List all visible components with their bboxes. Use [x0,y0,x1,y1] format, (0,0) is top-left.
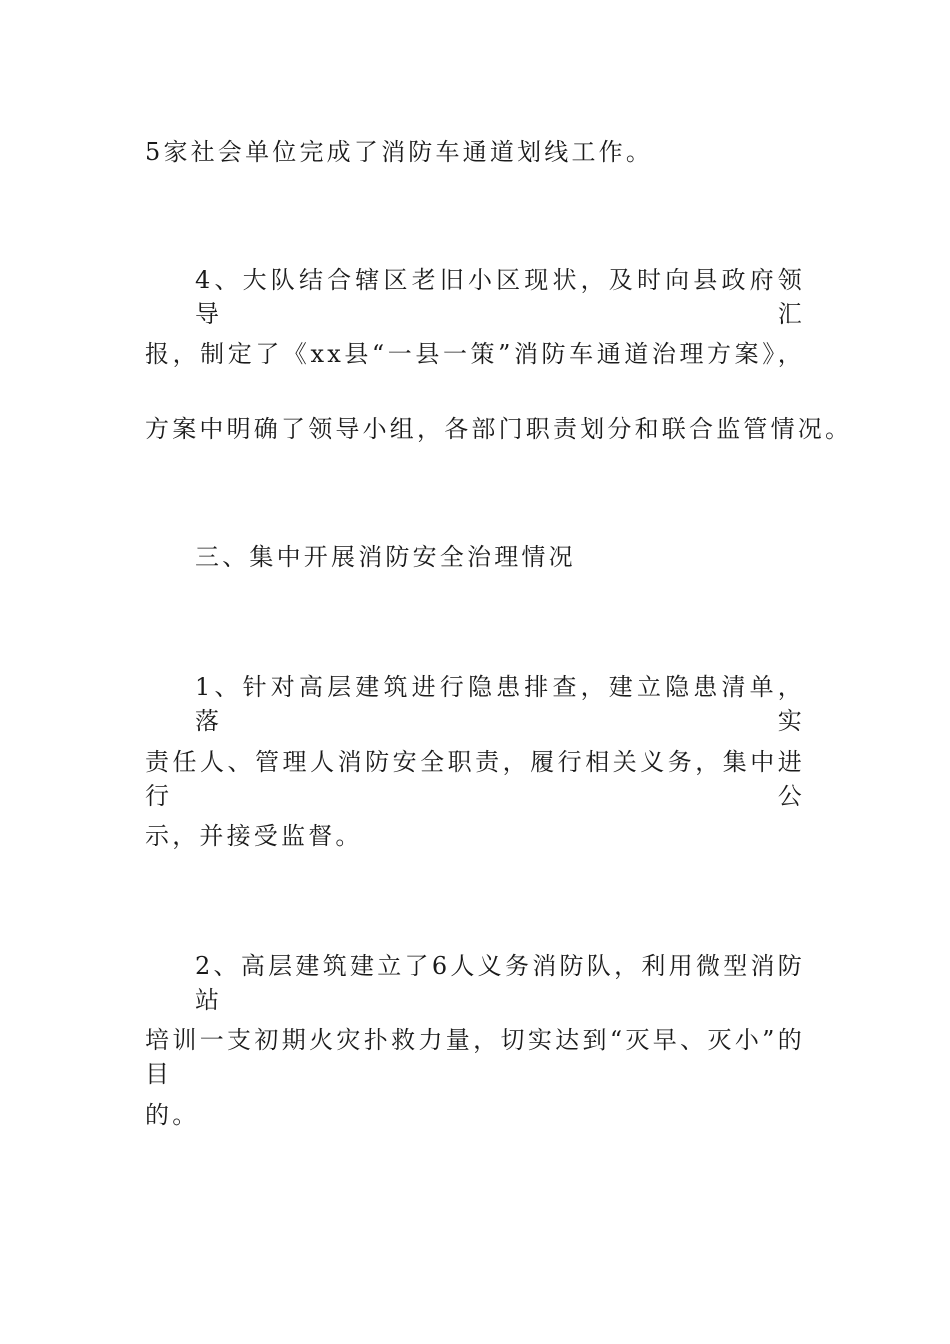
paragraph-line: 方案中明确了领导小组，各部门职责划分和联合监管情况。 [145,415,853,443]
paragraph-line: 报，制定了《xx县“一县一策”消防车通道治理方案》， [145,340,805,368]
paragraph-line: 的。 [145,1101,200,1129]
paragraph-line: 5家社会单位完成了消防车通道划线工作。 [145,138,654,166]
paragraph-line: 4、大队结合辖区老旧小区现状，及时向县政府领导汇 [195,266,805,328]
paragraph-line: 培训一支初期火灾扑救力量，切实达到“灭早、灭小”的目 [145,1026,805,1088]
paragraph-line: 1、针对高层建筑进行隐患排查，建立隐患清单，落实 [195,673,805,735]
section-heading: 三、集中开展消防安全治理情况 [195,543,576,571]
paragraph-line: 责任人、管理人消防安全职责，履行相关义务，集中进行公 [145,748,805,810]
paragraph-line: 2、高层建筑建立了6人义务消防队，利用微型消防站 [195,952,805,1014]
paragraph-line: 示，并接受监督。 [145,822,363,850]
